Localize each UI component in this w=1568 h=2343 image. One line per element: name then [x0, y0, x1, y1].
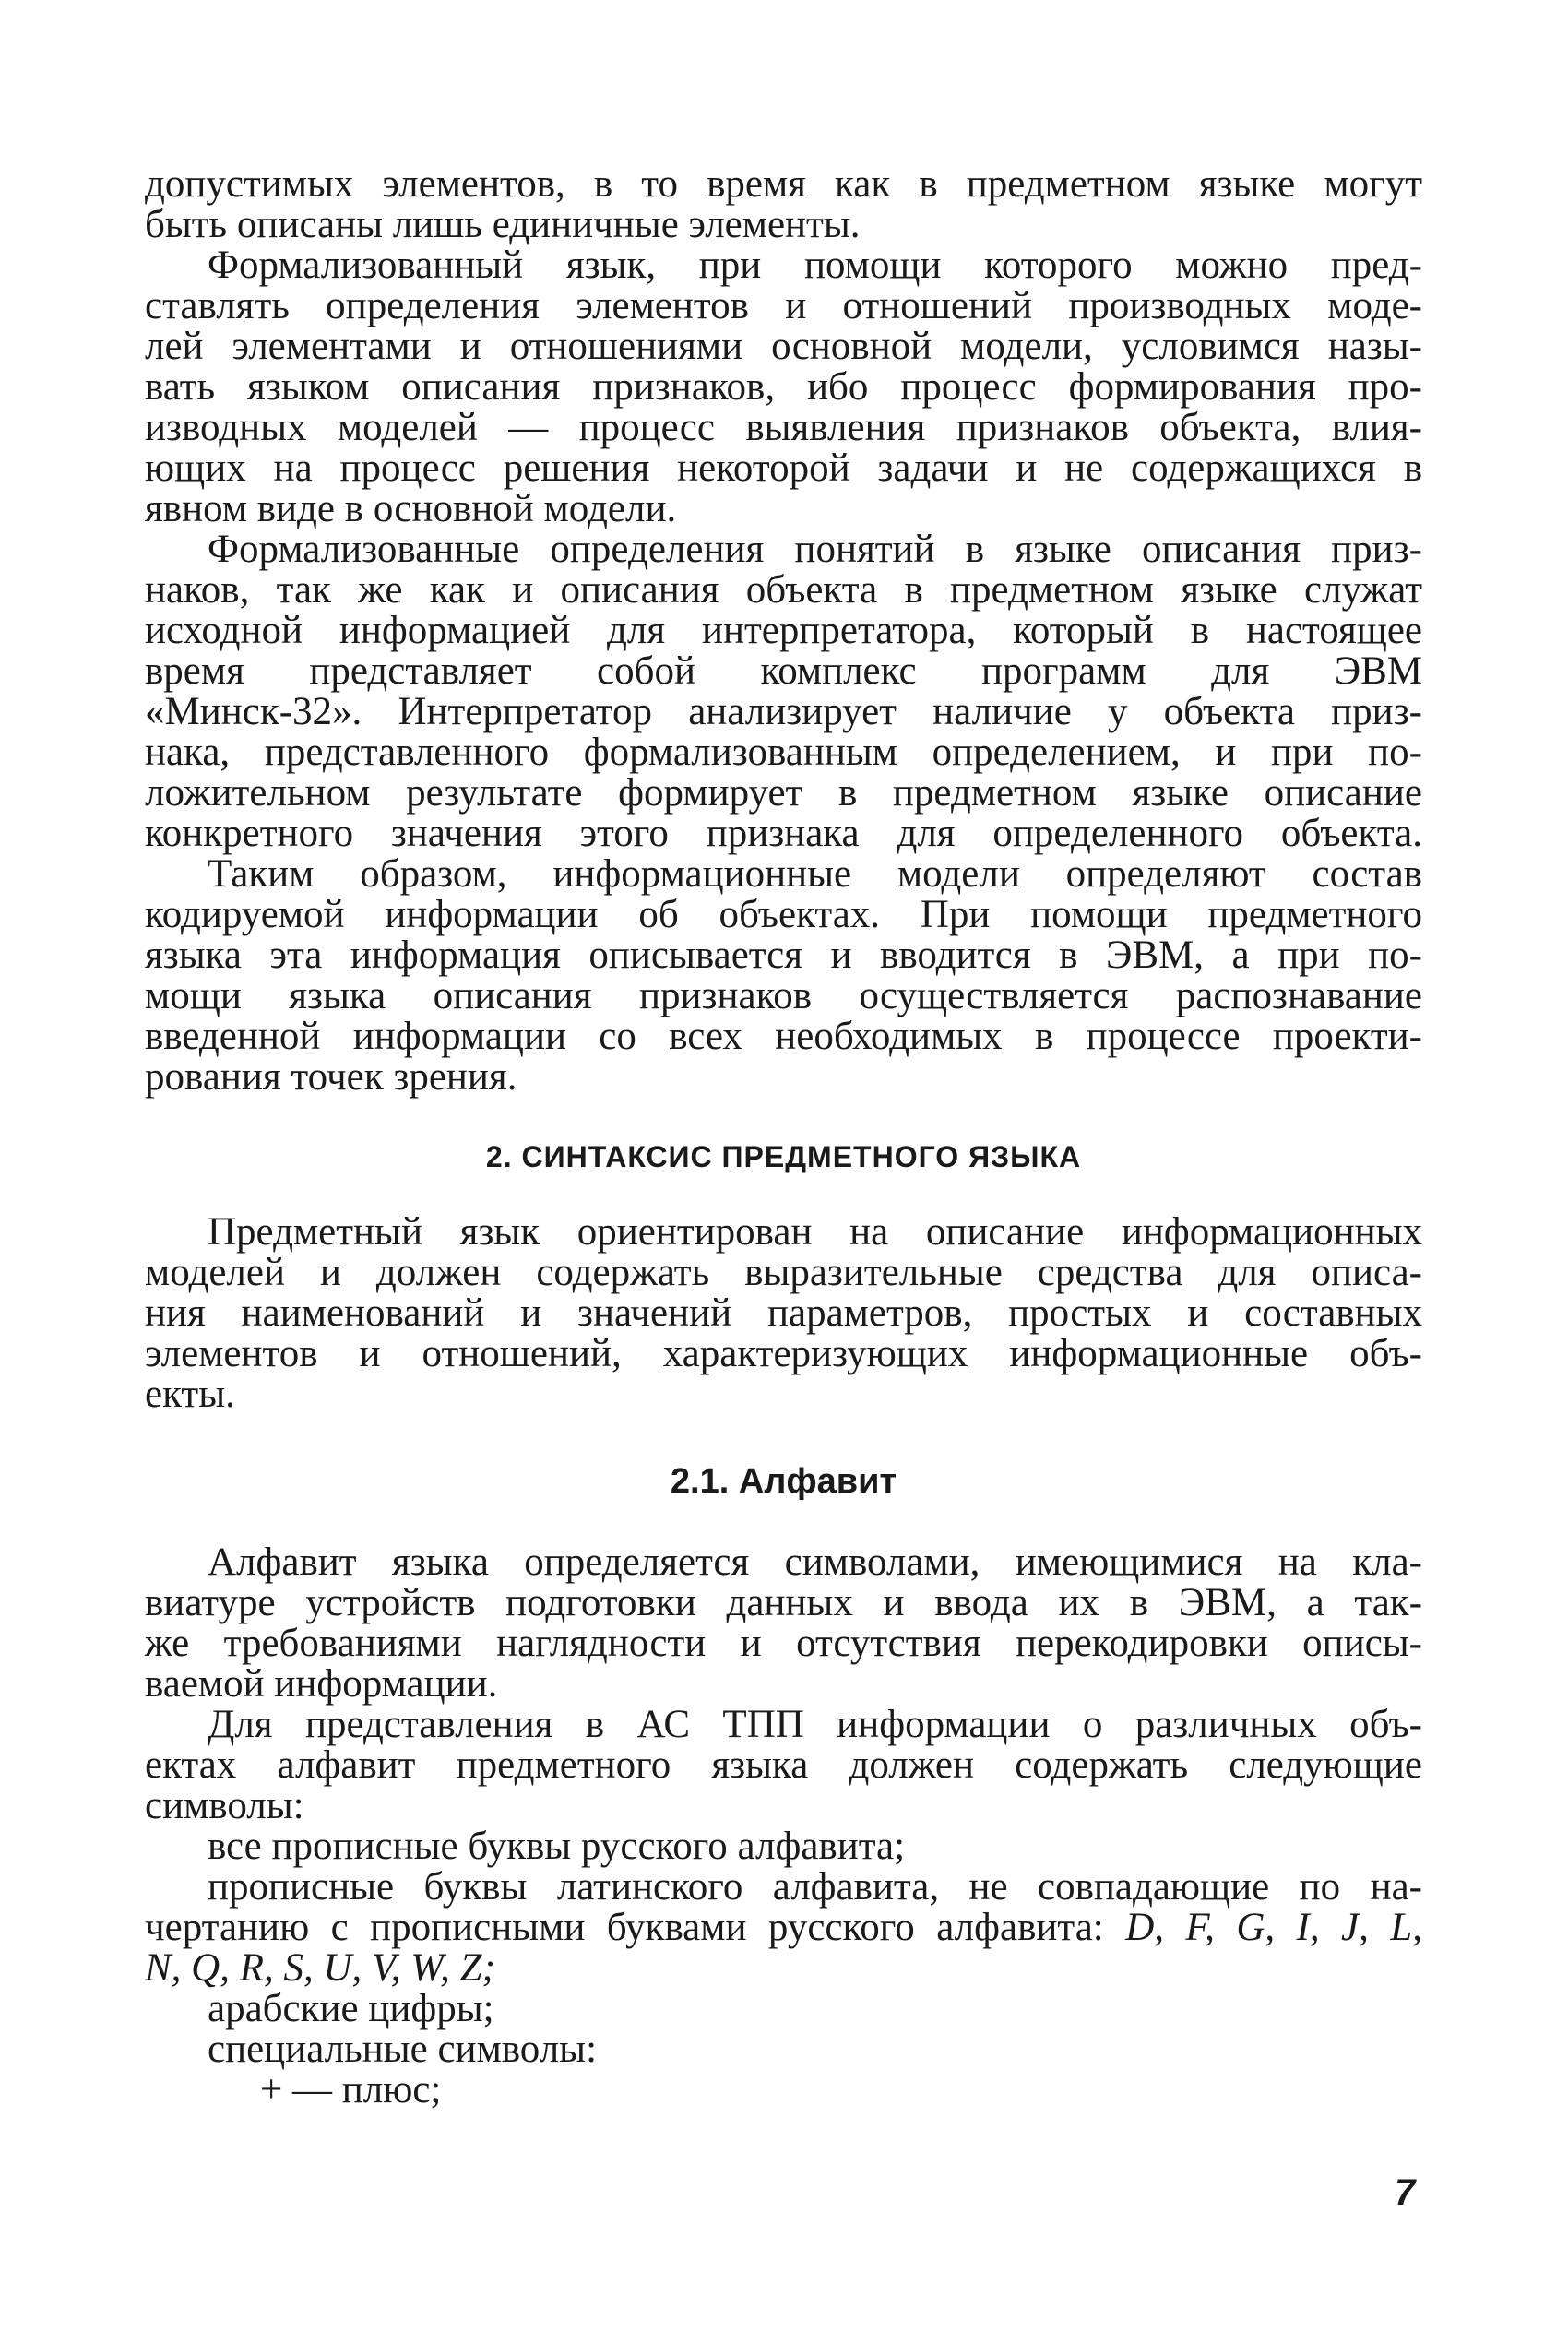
text-line: конкретного значения этого признака для определенного объекта.: [145, 812, 1422, 855]
subsection-heading: 2.1. Алфавит: [670, 1462, 897, 1501]
text-line: вать языком описания признаков, ибо процесс формирования про-: [145, 365, 1422, 409]
text-line: же требованиями наглядности и отсутствия перекодировки описы-: [145, 1622, 1422, 1665]
text-line: исходной информацией для интерпретатора, который в настоящее: [145, 609, 1422, 652]
text-line: символы:: [145, 1784, 304, 1827]
page-number: 7: [1395, 2172, 1416, 2213]
text-line: лей элементами и отношениями основной модели, условимся назы-: [145, 325, 1422, 368]
list-item: [145, 1948, 1422, 1989]
text-line: Формализованные определения понятий в языке описания приз-: [208, 528, 1422, 571]
paragraph-6: [145, 1542, 1422, 1705]
text-line: ния наименований и значений параметров, простых и составных: [145, 1291, 1422, 1335]
latin-letters: D, F, G, I, J, L,: [1125, 1906, 1422, 1949]
text-line: наков, так же как и описания объекта в предметном языке служат: [145, 568, 1422, 612]
text-line: ваемой информации.: [145, 1662, 498, 1706]
list-item: [145, 1908, 1422, 1948]
paragraph-7: [145, 1705, 1422, 1826]
paragraph-3: [145, 529, 1422, 854]
text-line: рования точек зрения.: [145, 1055, 517, 1099]
list-item: все прописные буквы русского алфавита;: [208, 1825, 906, 1868]
text-line: введенной информации со всех необходимых в процессе проекти-: [145, 1015, 1422, 1058]
text-line: допустимых элементов, в то время как в предметном языке могут: [145, 162, 1422, 206]
text-line: быть описаны лишь единичные элементы.: [145, 203, 861, 246]
text-line: ющих на процесс решения некоторой задачи и не содержащихся в: [145, 446, 1422, 490]
text-line: Формализованный язык, при помощи которого можно пред-: [208, 244, 1422, 287]
text-line: ложительном результате формирует в предметном языке описание: [145, 771, 1422, 815]
list-item: арабские цифры;: [208, 1987, 494, 2030]
text-line: мощи языка описания признаков осуществляется распознавание: [145, 974, 1422, 1017]
text-line: виатуре устройств подготовки данных и ввода их в ЭВМ, а так-: [145, 1581, 1422, 1624]
text-line: «Минск-32». Интерпретатор анализирует наличие у объекта приз-: [145, 690, 1422, 733]
text-line: элементов и отношений, характеризующих информационные объ-: [145, 1332, 1422, 1375]
list-item: + — плюс;: [260, 2068, 442, 2111]
text-line: явном виде в основной модели.: [145, 487, 677, 530]
text-line: изводных моделей — процесс выявления признаков объекта, влия-: [145, 406, 1422, 449]
text-line: ектах алфавит предметного языка должен содержать следующие: [145, 1743, 1422, 1787]
paragraph-5: [145, 1212, 1422, 1415]
alphabet-list: [145, 1826, 1422, 2111]
text-line: Для представления в АС ТПП информации о различных объ-: [208, 1703, 1422, 1746]
latin-letters: N, Q, R, S, U, V, W, Z;: [145, 1946, 495, 1990]
text-line: языка эта информация описывается и вводится в ЭВМ, а при по-: [145, 934, 1422, 977]
text-line: Предметный язык ориентирован на описание информационных: [208, 1210, 1422, 1254]
text-line: время представляет собой комплекс программ для ЭВМ: [145, 649, 1422, 693]
paragraph-4: [145, 854, 1422, 1098]
list-text: чертанию с прописными буквами русского алфавита:: [145, 1906, 1126, 1949]
text-line: ставлять определения элементов и отношений производных моде-: [145, 284, 1422, 327]
text-line: Алфавит языка определяется символами, имеющимися на кла-: [208, 1540, 1422, 1584]
text-line: Таким образом, информационные модели определяют состав: [208, 852, 1422, 896]
paragraph-1: [145, 164, 1422, 245]
paragraph-2: [145, 245, 1422, 529]
list-item: прописные буквы латинского алфавита, не совпадающие по на-: [208, 1865, 1422, 1909]
text-line: моделей и должен содержать выразительные средства для описа-: [145, 1251, 1422, 1294]
page-body: [145, 164, 1422, 2111]
text-line: кодируемой информации об объектах. При помощи предметного: [145, 893, 1422, 936]
text-line: екты.: [145, 1373, 235, 1416]
list-item: специальные символы:: [208, 2028, 598, 2071]
section-heading: 2. СИНТАКСИС ПРЕДМЕТНОГО ЯЗЫКА: [485, 1140, 1082, 1173]
text-line: нака, представленного формализованным определением, и при по-: [145, 731, 1422, 774]
